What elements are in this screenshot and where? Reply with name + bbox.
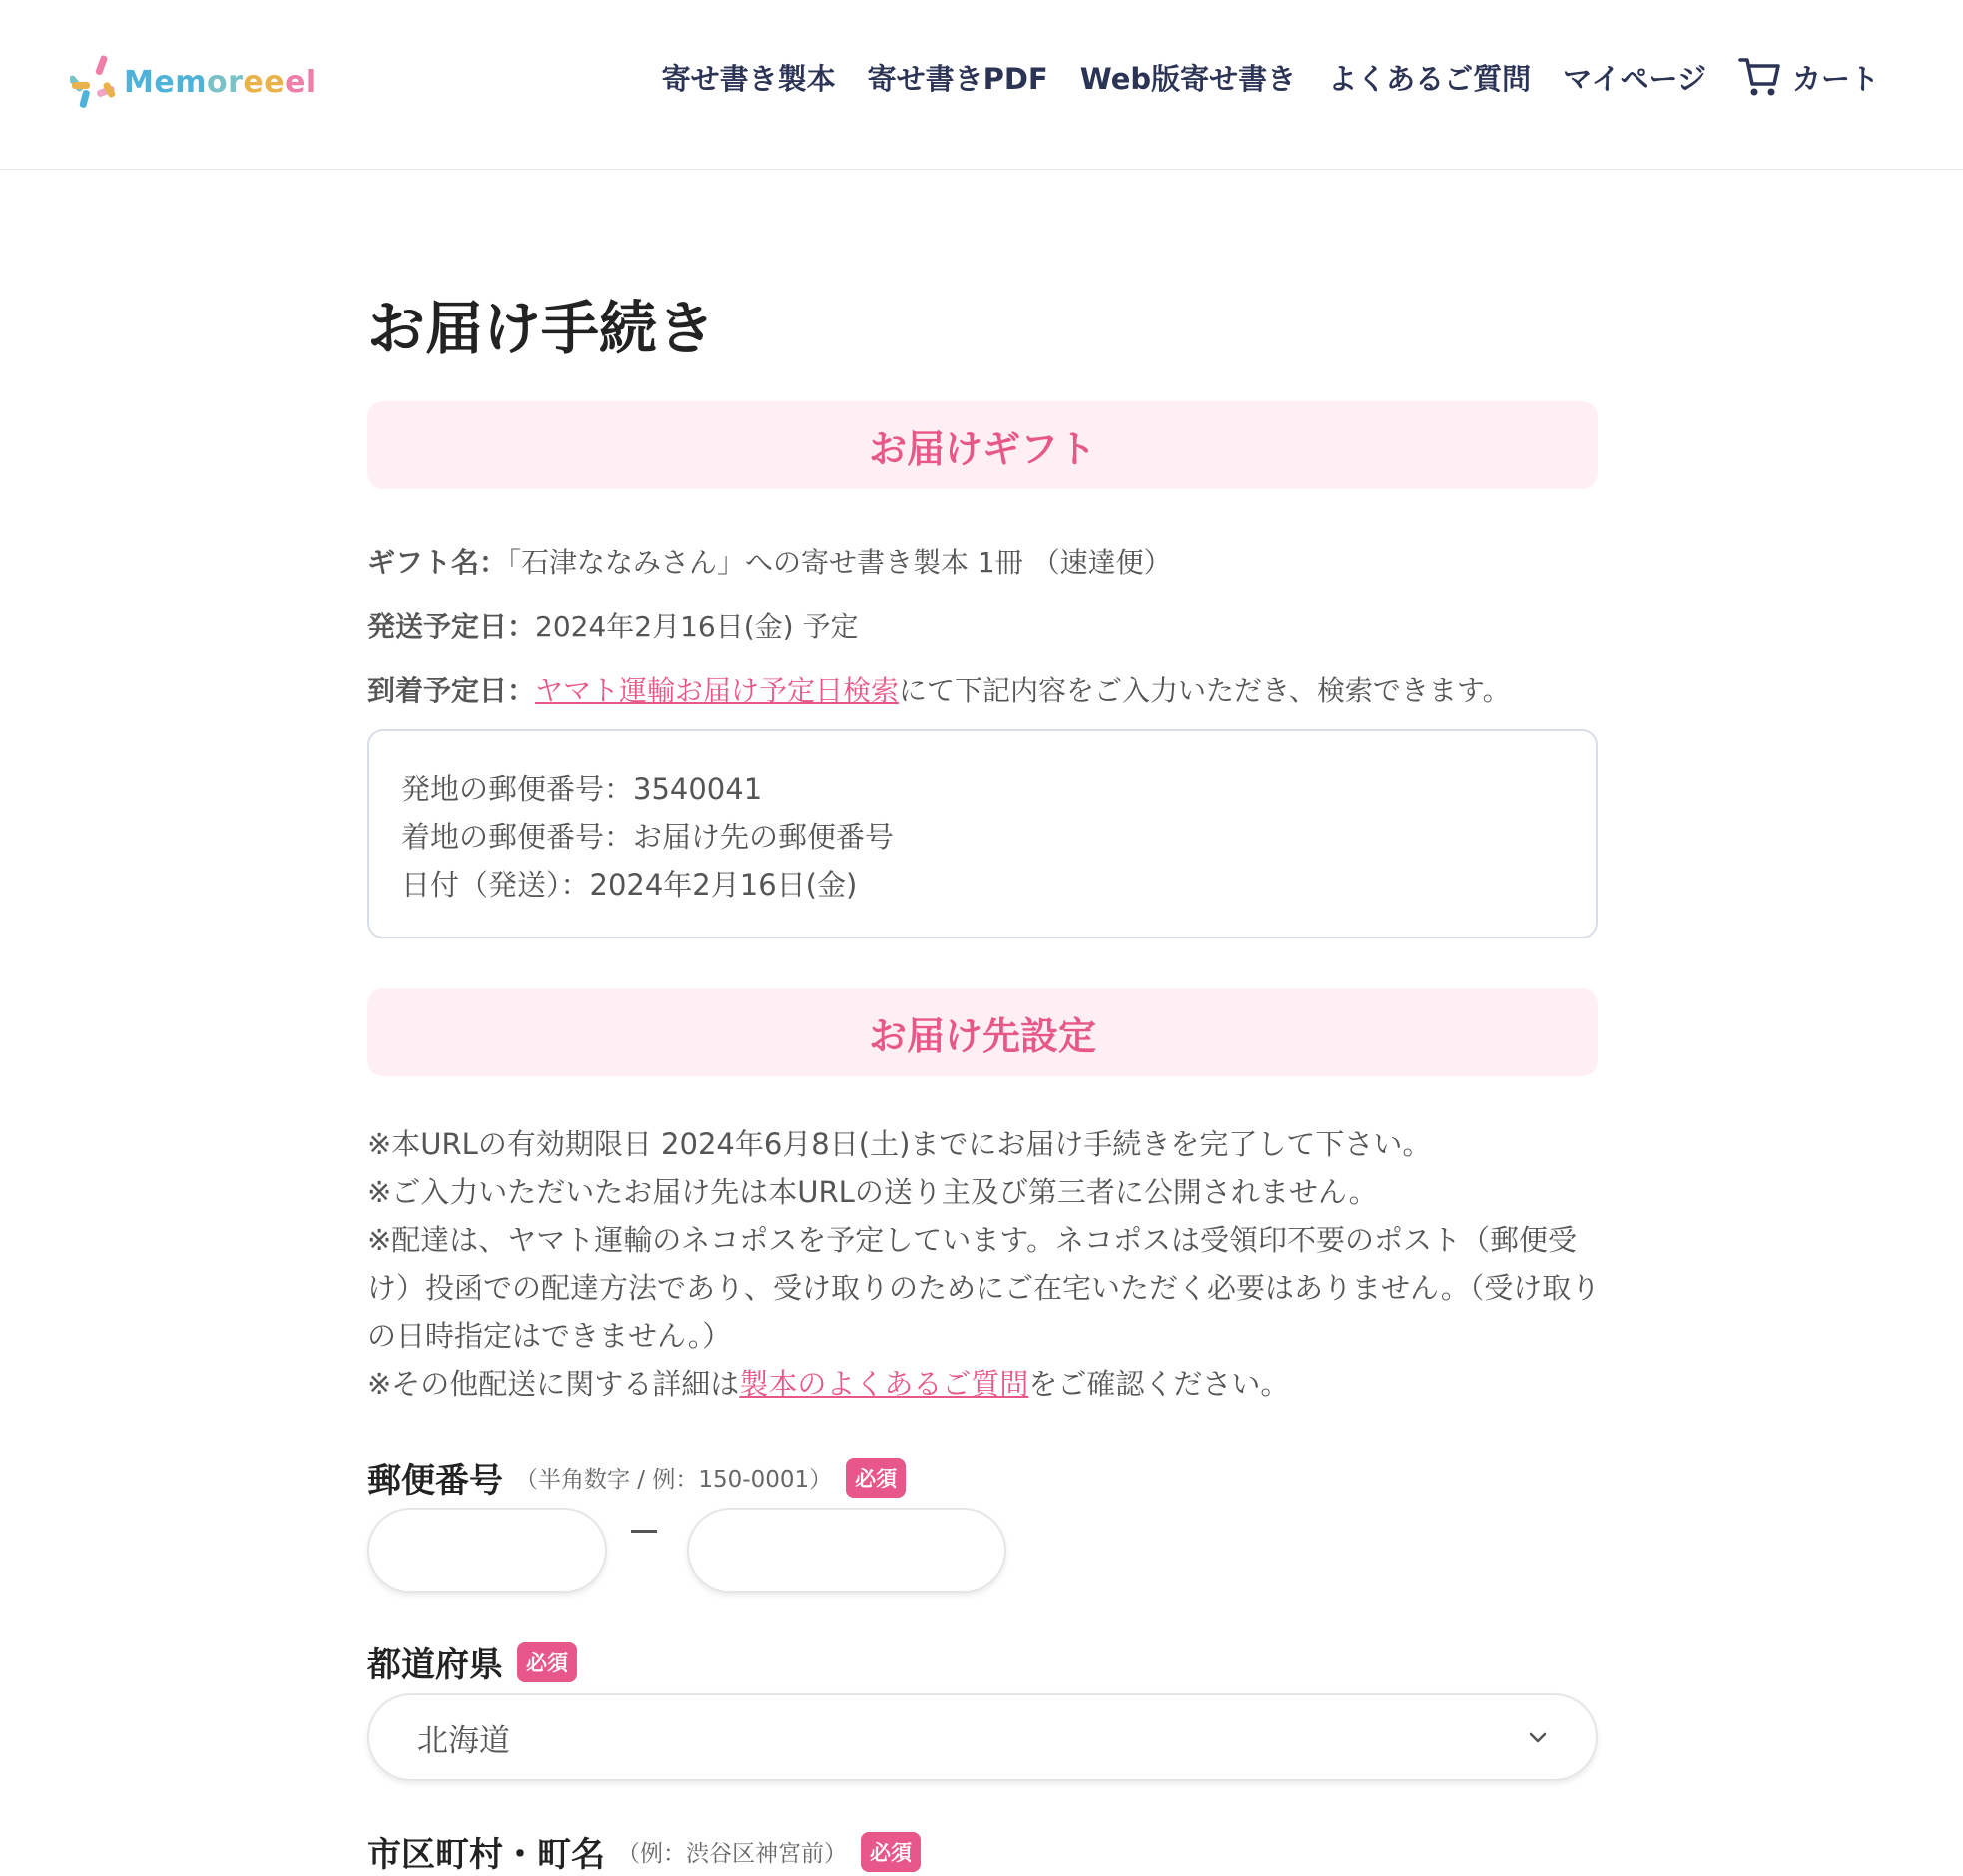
gift-section-title: お届けギフト: [868, 426, 1096, 471]
page-title: お届け手続き: [367, 295, 716, 362]
note-privacy: ※ご入力いただいたお届け先は本URLの送り主及び第三者に公開されません。: [367, 1175, 1378, 1209]
postal-code-part1-input[interactable]: [367, 1508, 607, 1593]
nav-item-web-yosegaki[interactable]: Web版寄せ書き: [1079, 61, 1297, 96]
main-nav: [630, 56, 1879, 98]
required-badge: 必須: [846, 1458, 906, 1498]
logo-text: Memoreeel: [124, 64, 317, 100]
chevron-down-icon: [1528, 1730, 1548, 1744]
gift-name-value: 「石津ななみさん」への寄せ書き製本 1冊 （速達便）: [507, 546, 1172, 579]
origin-postal-row: 発地の郵便番号：3540041: [401, 772, 763, 806]
postal-code-label: [367, 1453, 906, 1502]
address-section-heading: [367, 988, 1598, 1076]
site-header: [0, 0, 1963, 170]
note-faq: [367, 1360, 1606, 1408]
nav-item-cart[interactable]: [1738, 56, 1879, 98]
logo[interactable]: [70, 52, 317, 112]
prefecture-title: 都道府県: [367, 1645, 503, 1685]
ship-date-label: 発送予定日：: [367, 610, 536, 643]
note-nekopos: ※配達は、ヤマト運輸のネコポスを予定しています。ネコポスは受領印不要のポスト（郵便受け）投函での配達方法であり、受け取りのためにご在宅いただく必要はありません。（受け取りの日時指定はできません。）: [367, 1223, 1601, 1353]
city-title: 市区町村・町名: [367, 1835, 605, 1875]
note-faq-suffix: をご確認ください。: [1028, 1367, 1290, 1401]
postal-code-hint: （半角数字 / 例：150-0001）: [515, 1467, 833, 1493]
cart-icon: [1738, 56, 1782, 98]
required-badge: 必須: [861, 1832, 921, 1872]
logo-burst-icon: [70, 52, 120, 112]
note-expiry: ※本URLの有効期限日 2024年6月8日(土)までにお届け手続きを完了して下さい。: [367, 1127, 1432, 1161]
gift-name-label: ギフト名：: [367, 546, 508, 579]
postal-code-part2-input[interactable]: [687, 1508, 1006, 1593]
yamato-tracking-link[interactable]: ヤマト運輸お届け予定日検索: [535, 674, 900, 707]
nav-item-yosegaki-pdf[interactable]: 寄せ書きPDF: [867, 61, 1048, 96]
city-hint: （例：渋谷区神宮前）: [617, 1841, 847, 1867]
shipping-info-box: [367, 729, 1598, 938]
ship-date-box-row: 日付（発送）：2024年2月16日(金): [401, 868, 858, 902]
cart-label: カート: [1791, 61, 1879, 96]
arrival-date-suffix: にて下記内容をご入力いただき、検索できます。: [899, 674, 1511, 707]
postal-code-title: 郵便番号: [367, 1461, 503, 1501]
prefecture-select[interactable]: [367, 1693, 1598, 1781]
city-label: [367, 1827, 921, 1876]
prefecture-label: [367, 1637, 577, 1686]
ship-date-value: 2024年2月16日(金) 予定: [535, 610, 859, 643]
arrival-date-label: 到着予定日：: [367, 674, 536, 707]
nav-item-yosegaki-book[interactable]: 寄せ書き製本: [661, 61, 836, 96]
nav-item-faq[interactable]: よくあるご質問: [1328, 61, 1532, 96]
ship-date-row: [367, 605, 858, 645]
arrival-date-row: [367, 669, 1511, 709]
destination-postal-row: 着地の郵便番号：お届け先の郵便番号: [401, 820, 895, 854]
nav-item-mypage[interactable]: マイページ: [1563, 61, 1706, 96]
gift-name-row: [367, 541, 1172, 581]
note-faq-prefix: ※その他配送に関する詳細は: [367, 1367, 740, 1401]
gift-section-heading: [367, 401, 1598, 489]
required-badge: 必須: [517, 1642, 577, 1682]
delivery-notes: [367, 1120, 1606, 1408]
prefecture-selected-value: 北海道: [417, 1722, 510, 1759]
postal-code-separator: [631, 1530, 657, 1533]
book-faq-link[interactable]: 製本のよくあるご質問: [739, 1367, 1029, 1401]
address-section-title: お届け先設定: [868, 1013, 1096, 1058]
